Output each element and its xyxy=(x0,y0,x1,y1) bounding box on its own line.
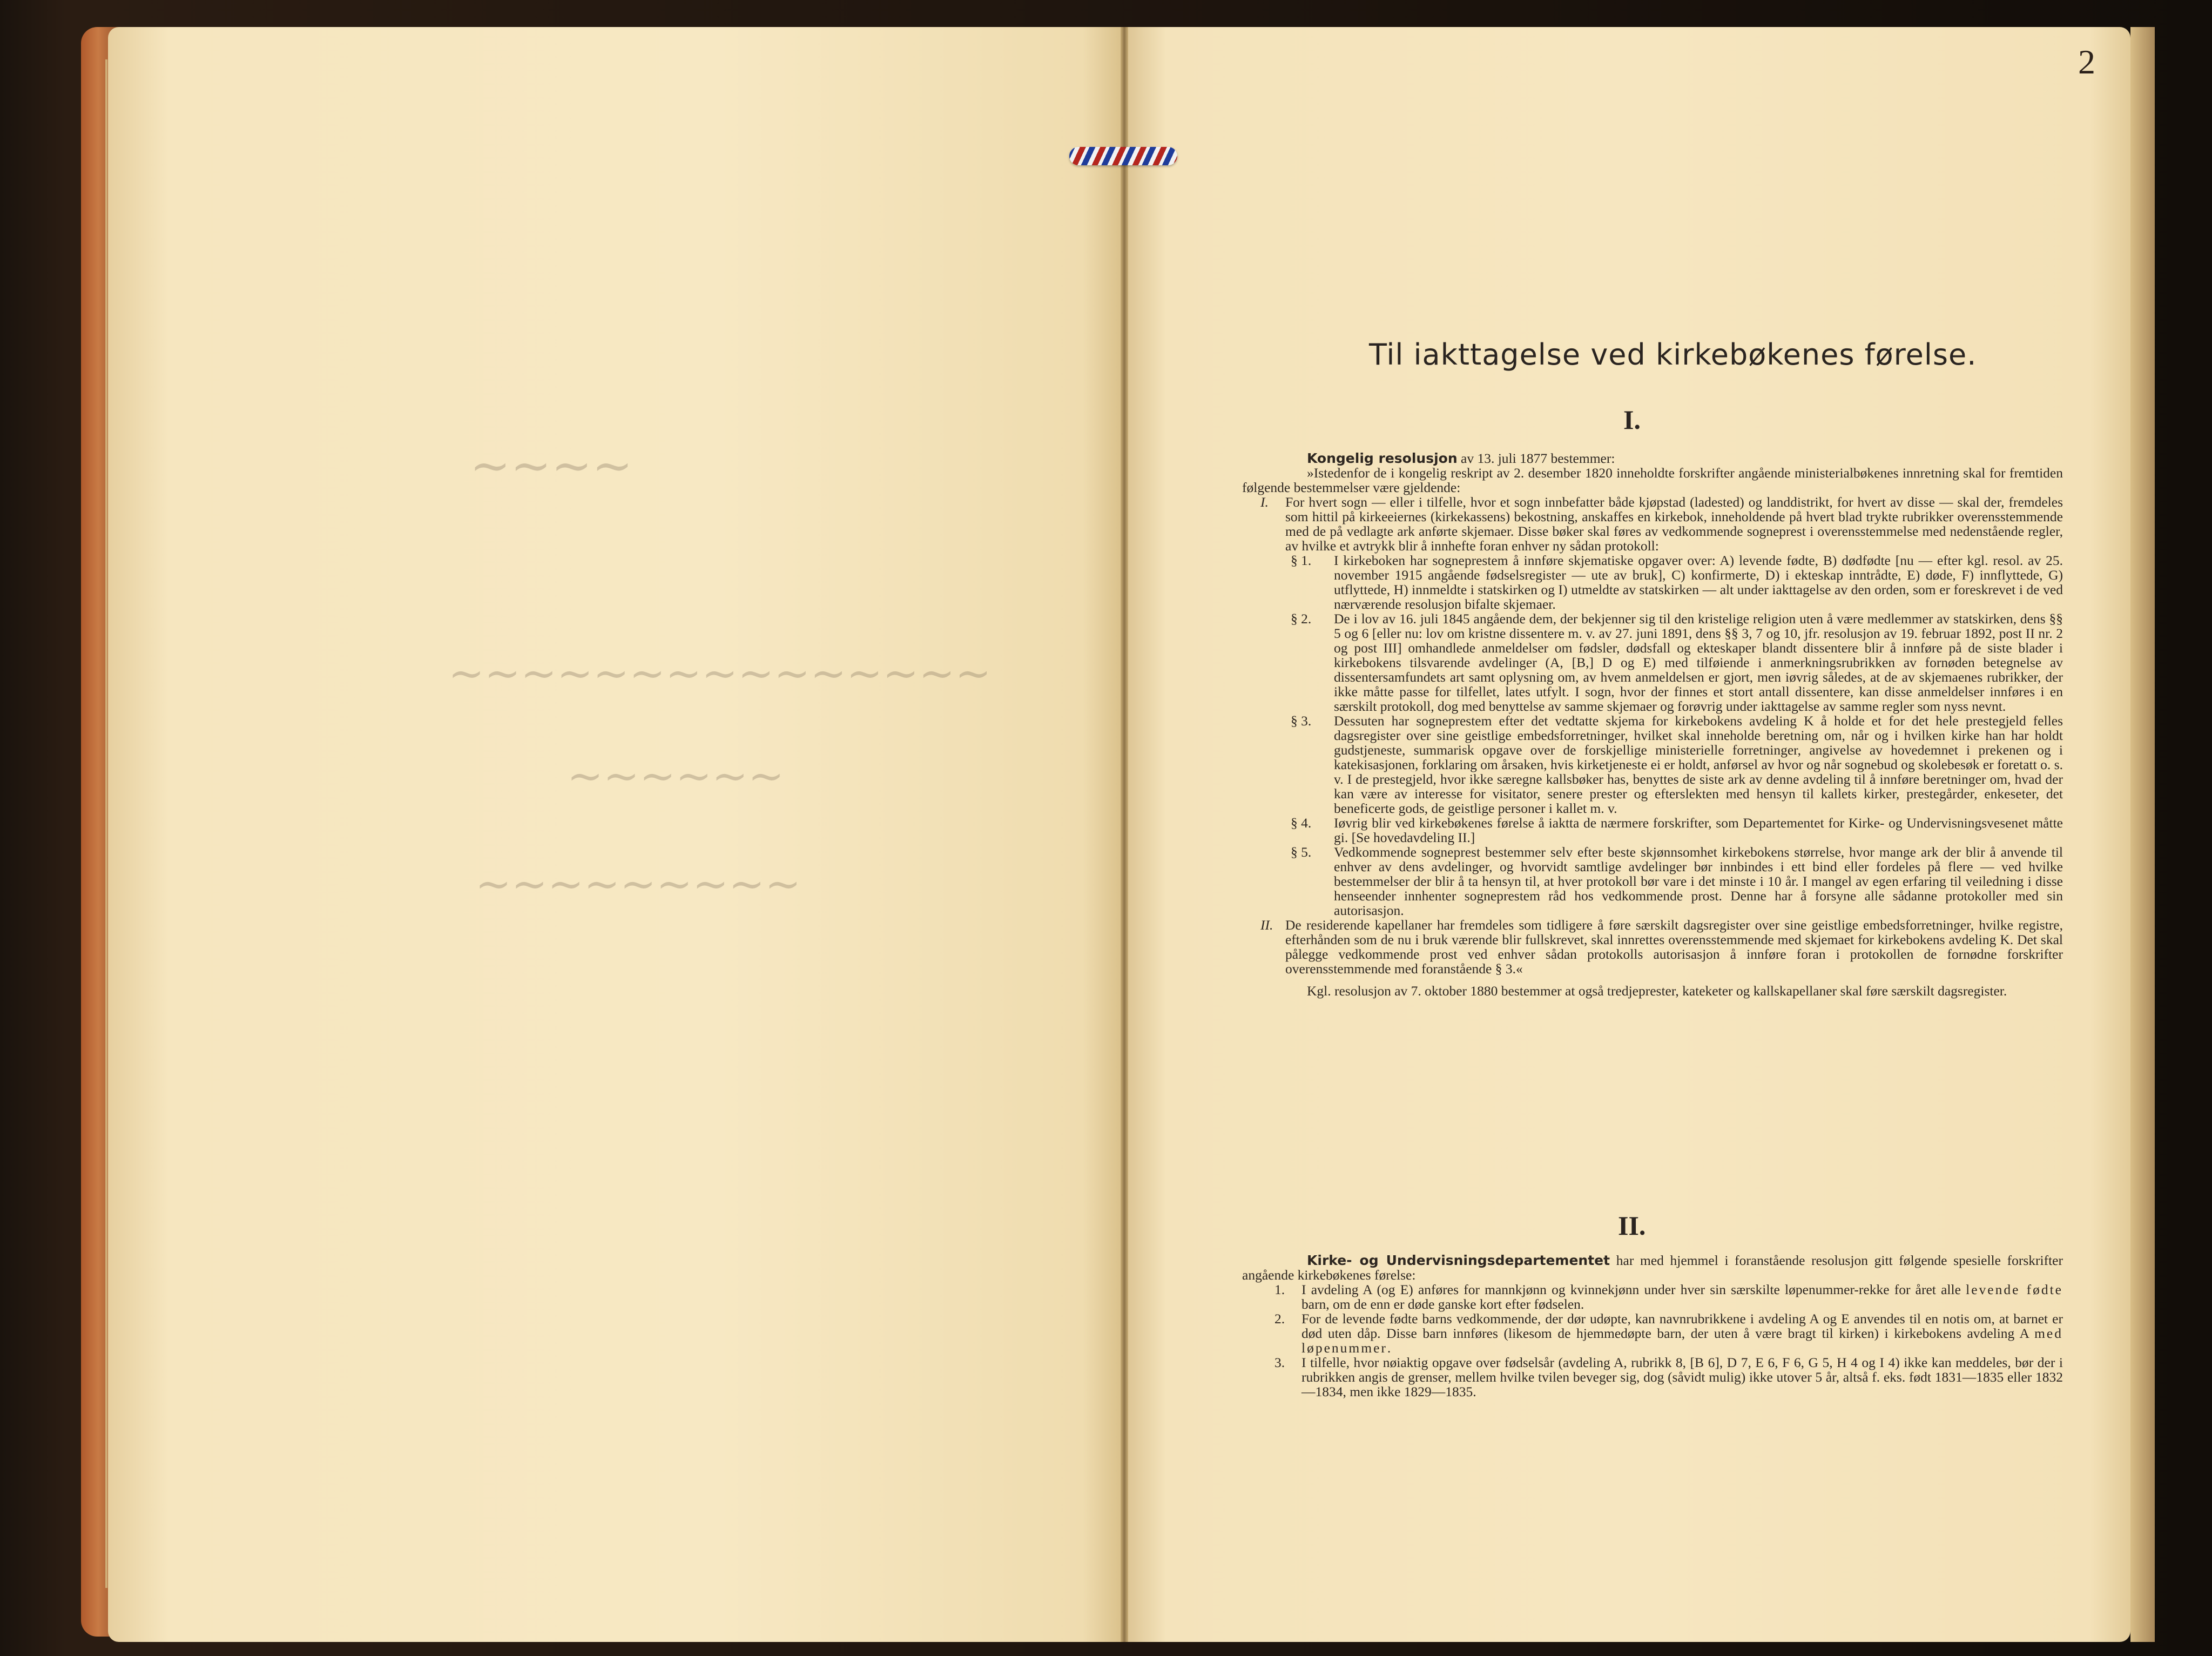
section-ii-intro-heading: Kirke- og Undervisningsdepartementet xyxy=(1307,1253,1610,1268)
rule-1-text-a: I avdeling A (og E) anføres for mannkjønn og kvinnekjønn under hver sin særskilte løpenummer-rekke for året alle xyxy=(1301,1282,1966,1297)
paragraph-ii-number: II. xyxy=(1260,917,1273,933)
section-i-intro xyxy=(1242,451,2063,466)
section-1-number: § 1. xyxy=(1291,553,1312,568)
closing-resolution: Kgl. resolusjon av 7. oktober 1880 bestemmer at også tredjeprester, kateketer og kallskapellaner skal føre særskilt dagsregister. xyxy=(1307,983,2007,999)
section-ii-numeral: II. xyxy=(1618,1210,1646,1241)
rule-2-number: 2. xyxy=(1274,1311,1285,1327)
section-3-text: Dessuten har sogneprestem efter det vedtatte skjema for kirkebokens avdeling K å holde et for det hele prestegjeld felles dagsregister over sine geistlige embedsforretninger, hvilket skal inneholde beretning om, når og i hvilken kirke han har holdt gudstjeneste, summarisk opgave over de forskjellige ministerielle forretninger, angivelse av hovedemnet i prekenen og i katekisasjonen, forklaring om årsaken, hvis kirketjeneste ei er holdt, anførsel av hvor og når sognebud og skolebesøk er foretatt o. s. v. I de prestegjeld, hvor ikke særegne kallsbøker has, benyttes de siste ark av denne avdeling til å innføre beretninger om, hvad der kan være av interesse for visitator, senere prester og efterslekten med hensyn til kallets kirker, prestegårder, enkeseter, det beneficerte gods, de geistlige personer i kallet m. v. xyxy=(1334,713,2063,816)
rule-1-text-b: barn, om de enn er døde ganske kort efter fødselen. xyxy=(1301,1296,1584,1312)
binding-cord xyxy=(1069,147,1177,165)
section-5 xyxy=(1242,845,2063,918)
right-page-edge xyxy=(2130,27,2155,1642)
section-4-text: Iøvrig blir ved kirkebøkenes førelse å iaktta de nærmere forskrifter, som Departementet for Kirke- og Undervisningsvesenet måtte gi. [Se hovedavdeling II.] xyxy=(1334,815,2063,845)
section-i-intro-heading: Kongelig resolusjon xyxy=(1307,450,1458,466)
paragraph-ii-text: De residerende kapellaner har fremdeles som tidligere å føre særskilt dagsregister over sine geistlige embedsforretninger, hvilke registre, efterhånden som de nu i bruk værende blir fullskrevet, skal innrettes overensstemmende med skjemaet for kirkebokens avdeling K. Det skal pålegge vedkommende prost ved enhver sådan protokolls autorisasjon å innføre foran i protokollen de fornødne forskrifter overensstemmende med foranstående § 3.« xyxy=(1285,917,2063,977)
rule-1 xyxy=(1242,1282,2063,1311)
left-page xyxy=(108,27,1123,1642)
quote-opening: »Istedenfor de i kongelig reskript av 2. desember 1820 inneholdte forskrifter angående ministerialbøkenes innretning skal for fremtiden følgende bestemmelser være gjeldende: xyxy=(1242,465,2063,495)
section-i-body xyxy=(1242,451,2063,998)
paragraph-i xyxy=(1242,495,2063,553)
bleed-through-mark: ~~~~~~~~~~~~~~~ xyxy=(448,648,992,698)
book-gutter xyxy=(1121,27,1128,1642)
section-3 xyxy=(1242,713,2063,816)
section-2 xyxy=(1242,611,2063,713)
page-title: Til iakttagelse ved kirkebøkenes førelse. xyxy=(1369,338,1977,372)
page-number: 2 xyxy=(2078,43,2095,81)
bleed-through-mark: ~~~~~~ xyxy=(567,751,785,801)
bleed-through-mark: ~~~~ xyxy=(470,437,633,494)
rule-3 xyxy=(1242,1355,2063,1399)
section-2-number: § 2. xyxy=(1291,611,1312,627)
section-ii-intro-rest: har med hjemmel i foranstående resolusjon gitt følgende spesielle forskrifter angående kirkebøkenes førelse: xyxy=(1242,1253,2063,1283)
rule-3-number: 3. xyxy=(1274,1355,1285,1370)
paragraph-i-text: For hvert sogn — eller i tilfelle, hvor et sogn innbefatter både kjøpstad (ladested) og landdistrikt, for hvert av disse — skal der, fremdeles som hittil på kirkeeiernes (kirkekassens) bekostning, anskaffes en kirkebok, inneholdende på hvert blad trykte rubrikker overensstemmende med de på vedlagte ark anførte skjemaer. Disse bøker skal føres av vedkommende sogneprest i overensstemmelse med nedenstående regler, av hvilke et avtrykk blir å innhefte foran enhver ny sådan protokoll: xyxy=(1285,494,2063,554)
rule-2-emphasis: med løpenummer xyxy=(1301,1325,2063,1356)
rule-1-number: 1. xyxy=(1274,1282,1285,1297)
section-ii-body xyxy=(1242,1253,2063,1399)
section-1 xyxy=(1242,553,2063,611)
paragraph-i-number: I. xyxy=(1260,494,1269,510)
section-5-number: § 5. xyxy=(1291,844,1312,860)
section-3-number: § 3. xyxy=(1291,713,1312,729)
paragraph-ii xyxy=(1242,918,2063,976)
section-ii-intro xyxy=(1242,1253,2063,1282)
section-i-numeral: I. xyxy=(1623,405,1641,435)
section-i-intro-rest: av 13. juli 1877 bestemmer: xyxy=(1457,450,1615,466)
section-5-text: Vedkommende sogneprest bestemmer selv efter beste skjønnsomhet kirkebokens størrelse, hvor mange ark der blir å anvende til enhver av dens avdelinger, og hvorvidt samtlige avdelinger bør innbindes i ett bind eller fordeles på flere — ved hvilke bestemmelser der blir å ta hensyn til, at hver protokoll bør vare i det minste i 10 år. I mangel av egen erfaring til veiledning i disse henseender innhenter sogneprestem råd hos vedkommende prost. Denne har å forsyne alle sådanne protokoller med sin autorisasjon. xyxy=(1334,844,2063,918)
bleed-through-mark: ~~~~~~~~~ xyxy=(475,859,801,909)
rule-1-emphasis: levende fødte xyxy=(1966,1282,2063,1297)
section-2-text: De i lov av 16. juli 1845 angående dem, der bekjenner sig til den kristelige religion uten å være medlemmer av statskirken, dens §§ 5 og 6 [eller nu: lov om kristne dissentere m. v. av 27. juni 1891, dens §§ 3, 7 og 10, jfr. resolusjon av 19. februar 1892, post II nr. 2 og post III] omhandlede anmeldelser om fødsler, dødsfall og ekteskaper blandt dissentere blir å innføre på de siste blader i kirkebokens tilsvarende avdelinger (A, [B,] D og E) med tilføiende i anmerkningsrubrikken av fornøden betegnelse av dissentersamfundets art samt oplysning om, av hvem anmeldelsen er gjort, men iøvrig således, at de av skjemaenes rubrikker, der ikke måtte passe for tilfellet, lates utfylt. I sogn, hvor der finnes et stort antall dissentere, kan disse anmeldelser innføres i en særskilt protokoll, dog med benyttelse av samme skjemaer og forøvrig under iakttagelse av samme regler som nyss nevnt. xyxy=(1334,611,2063,714)
rule-2-text-a: For de levende fødte barns vedkommende, der dør udøpte, kan navnrubrikkene i avdeling A og E anvendes til en notis om, at barnet er død uten dåp. Disse barn innføres (likesom de hjemmedøpte barn, der uten å være bragt til kirken) i kirkebokens avdeling A xyxy=(1301,1311,2063,1341)
rule-3-text: I tilfelle, hvor nøiaktig opgave over fødselsår (avdeling A, rubrikk 8, [B 6], D 7, E 6, F 6, G 5, H 4 og I 4) ikke kan meddeles, bør der i rubrikken angis de grenser, mellem hvilke tvilen beveger sig, dog (såvidt mulig) ikke utover 5 år, altså f. eks. født 1831—1835 eller 1832—1834, men ikke 1829—1835. xyxy=(1301,1355,2063,1399)
rule-2 xyxy=(1242,1311,2063,1355)
section-4 xyxy=(1242,816,2063,845)
left-page-edge xyxy=(105,59,107,1588)
section-1-text: I kirkeboken har sogneprestem å innføre skjematiske opgaver over: A) levende fødte, B) dødfødte [nu — efter kgl. resol. av 25. november 1915 angående fødselsregister — ute av bruk], C) konfirmerte, D) i ekteskap inntrådte, E) døde, F) innflyttede, G) utflyttede, H) innmeldte i statskirken og I) utmeldte av statskirken — alt under iakttagelse av den orden, som er foreskrevet i de ved nærværende resolusjon bifalte skjemaer. xyxy=(1334,553,2063,612)
section-4-number: § 4. xyxy=(1291,815,1312,831)
rule-2-text-b: . xyxy=(1387,1340,1391,1356)
